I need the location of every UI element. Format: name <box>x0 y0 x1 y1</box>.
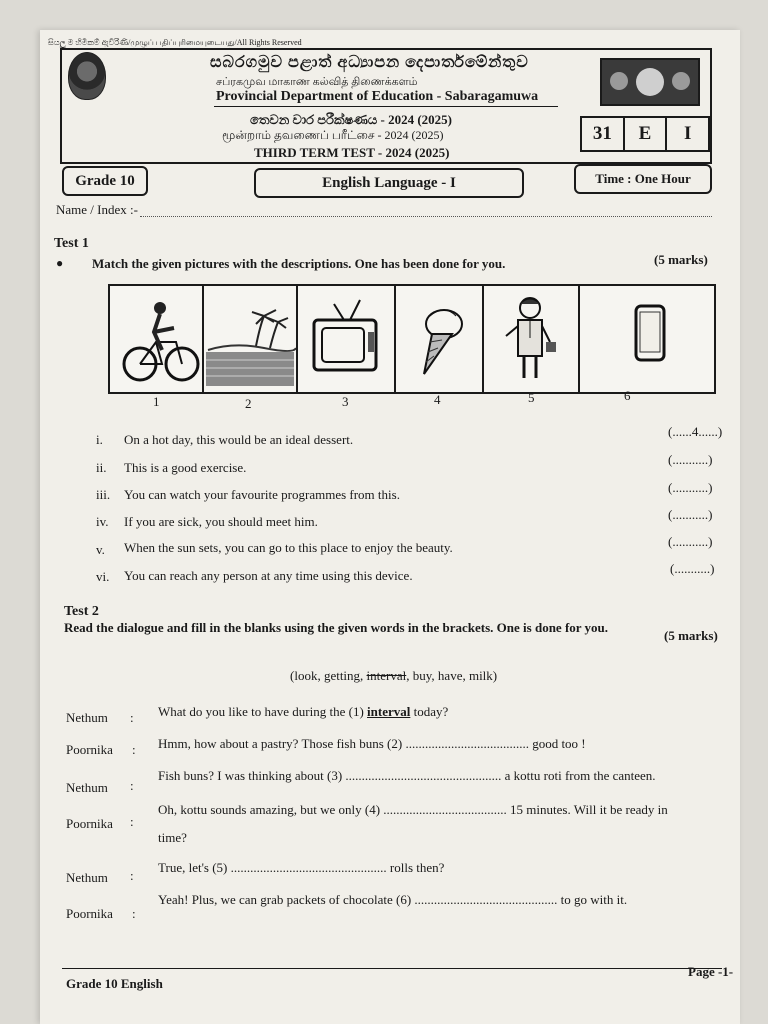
speaker-name: Nethum <box>66 870 108 885</box>
item-number: ii. <box>96 460 107 475</box>
sinhala-department-title: සබරගමුව පළාත් අධ්‍යාපන දෙපාර්තමේන්තුව <box>210 54 529 71</box>
picture-2 <box>204 286 298 392</box>
picture-4 <box>396 286 484 392</box>
cyclist-icon <box>110 286 202 390</box>
doctor-icon <box>484 286 578 390</box>
picture-6 <box>580 286 718 392</box>
item-description: On a hot day, this would be an ideal dessert. <box>124 432 354 447</box>
speaker-name: Nethum <box>66 710 108 725</box>
speaker-colon: : <box>130 778 134 793</box>
provincial-crest-icon <box>68 52 106 100</box>
answer-blank[interactable]: (...........) <box>670 561 715 576</box>
page-number: Page -1- <box>688 964 734 979</box>
answer-blank[interactable]: (...........) <box>668 534 713 549</box>
picture-number: 5 <box>528 390 535 405</box>
dialogue-line: True, let's (5) ................................................ rolls then? <box>158 860 445 875</box>
picture-number: 2 <box>245 396 252 411</box>
word-used: interval <box>366 668 407 683</box>
subject-title: English Language - I <box>254 168 524 198</box>
item-description: When the sun sets, you can go to this place to enjoy the beauty. <box>124 540 453 555</box>
speaker-name: Nethum <box>66 780 108 795</box>
ice-cream-icon <box>396 286 482 390</box>
item-number: iv. <box>96 514 109 529</box>
item-number: v. <box>96 542 105 557</box>
item-number: vi. <box>96 569 110 584</box>
mobile-phone-icon <box>580 286 718 390</box>
dialogue-line: Yeah! Plus, we can grab packets of chocolate (6) ............................................ to go with it. <box>158 892 628 907</box>
speaker-colon: : <box>130 814 134 829</box>
paper-code-number: 31 <box>582 118 625 150</box>
name-index-field[interactable] <box>140 216 712 217</box>
word-bank-open: (look, getting, <box>290 668 367 683</box>
dialogue-line: Hmm, how about a pastry? Those fish buns (2) ...................................... good too ! <box>158 736 586 751</box>
picture-1 <box>110 286 204 392</box>
speaker-colon: : <box>130 868 134 883</box>
paper-code-medium: E <box>625 118 668 150</box>
dialogue-line: Oh, kottu sounds amazing, but we only (4) ...................................... 15 minutes. Will it be ready in <box>158 802 668 817</box>
test1-heading: Test 1 <box>54 236 89 251</box>
dialogue-line: Fish buns? I was thinking about (3) ................................................ a kottu roti from the canteen. <box>158 768 656 783</box>
item-description: You can reach any person at any time using this device. <box>124 568 413 583</box>
example-answer: interval <box>367 704 411 719</box>
test2-heading: Test 2 <box>64 604 99 619</box>
item-number: iii. <box>96 487 111 502</box>
grade-label: Grade 10 <box>62 166 148 196</box>
answer-blank[interactable]: (...........) <box>668 480 713 495</box>
test1-instruction: Match the given pictures with the descriptions. One has been done for you. <box>92 256 506 271</box>
item-description: If you are sick, you should meet him. <box>124 514 318 529</box>
dialogue-text: today? <box>410 704 449 719</box>
answer-blank[interactable]: (......4......) <box>668 424 723 439</box>
time-allowed: Time : One Hour <box>574 164 712 194</box>
word-bank <box>290 668 497 684</box>
picture-number: 1 <box>153 394 160 409</box>
department-title: Provincial Department of Education - Sabaragamuwa <box>216 89 539 104</box>
dialogue-text: What do you like to have during the (1) <box>158 704 368 719</box>
picture-strip <box>108 284 716 394</box>
picture-number: 6 <box>624 388 631 403</box>
item-number: i. <box>96 432 103 447</box>
television-icon <box>298 286 394 390</box>
speaker-name: Poornika <box>66 816 113 831</box>
dialogue-line-continued: time? <box>158 830 187 845</box>
speaker-colon: : <box>130 710 134 725</box>
speaker-colon: : <box>132 742 136 757</box>
term-english: THIRD TERM TEST - 2024 (2025) <box>254 145 450 160</box>
term-sinhala: තෙවන වාර පරීක්ෂණය - 2024 (2025) <box>250 112 452 127</box>
footer-divider <box>62 968 722 969</box>
term-tamil: மூன்றாம் தவணைப் பரீட்சை - 2024 (2025) <box>222 128 444 142</box>
beach-icon <box>204 286 296 390</box>
test1-marks: (5 marks) <box>654 252 708 267</box>
divider <box>214 106 558 107</box>
word-bank-close: , buy, have, milk) <box>406 668 498 683</box>
item-description: You can watch your favourite programmes from this. <box>124 487 400 502</box>
copyright-notice: සියලු ම හිමිකම් ඇවිරිණි/முழுப் பதிப்புரிமையுடையது/All Rights Reserved <box>48 38 302 47</box>
picture-number: 3 <box>342 394 349 409</box>
picture-3 <box>298 286 396 392</box>
dialogue-line <box>158 704 448 720</box>
answer-blank[interactable]: (...........) <box>668 452 713 467</box>
test2-instruction: Read the dialogue and fill in the blanks using the given words in the brackets. One is done for you. <box>64 620 609 635</box>
test2-marks: (5 marks) <box>664 628 718 643</box>
footer-grade: Grade 10 English <box>66 976 163 991</box>
name-index-label: Name / Index :- <box>56 202 138 217</box>
picture-5 <box>484 286 580 392</box>
picture-number: 4 <box>434 392 441 407</box>
speaker-colon: : <box>132 906 136 921</box>
paper-code-box <box>580 116 710 152</box>
paper-code-part: I <box>683 123 692 144</box>
item-description: This is a good exercise. <box>124 460 247 475</box>
speaker-name: Poornika <box>66 906 113 921</box>
speaker-name: Poornika <box>66 742 113 757</box>
bullet-icon: ● <box>56 256 64 270</box>
tamil-department-title: சப்ரகமுவ மாகாண கல்வித் திணைக்களம் <box>216 76 418 88</box>
provincial-flag-icon <box>600 58 700 106</box>
answer-blank[interactable]: (...........) <box>668 507 713 522</box>
